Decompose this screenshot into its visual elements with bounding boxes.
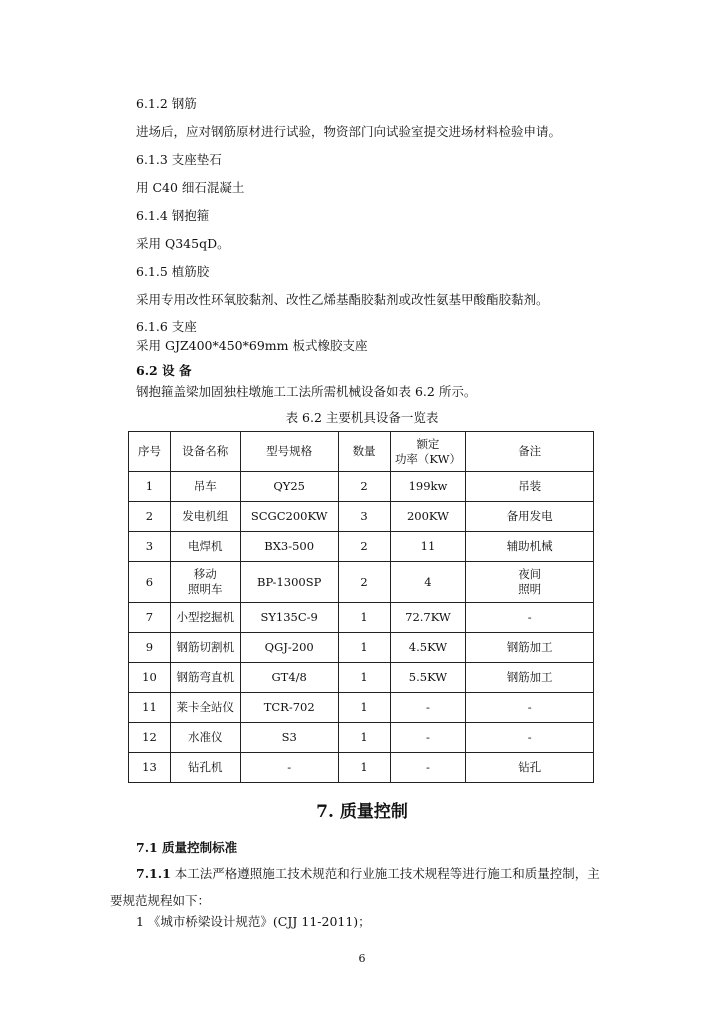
cell-power: 72.7KW xyxy=(390,603,466,633)
cell-no: 7 xyxy=(129,603,171,633)
cell-name: 钢筋切割机 xyxy=(170,633,240,663)
cell-no: 10 xyxy=(129,663,171,693)
cell-power: 199kw xyxy=(390,472,466,502)
cell-model: QGJ-200 xyxy=(240,633,338,663)
cell-name-line1: 移动 xyxy=(193,567,217,581)
section-6-1-2-text: 进场后，应对钢筋原材进行试验，物资部门向试验室提交进场材料检验申请。 xyxy=(136,124,562,139)
header-no: 序号 xyxy=(129,432,171,472)
cell-no: 11 xyxy=(129,693,171,723)
cell-name: 电焊机 xyxy=(170,532,240,562)
cell-note: 辅助机械 xyxy=(466,532,594,562)
section-6-1-6-text: 采用 GJZ400*450*69mm 板式橡胶支座 xyxy=(136,338,368,353)
cell-no: 9 xyxy=(129,633,171,663)
section-6-1-2-title: 6.1.2 钢筋 xyxy=(136,96,197,111)
cell-note: - xyxy=(466,723,594,753)
cell-name-line2: 照明车 xyxy=(188,582,223,596)
cell-no: 2 xyxy=(129,502,171,532)
cell-name: 小型挖掘机 xyxy=(170,603,240,633)
cell-qty: 1 xyxy=(338,663,390,693)
cell-power: - xyxy=(390,723,466,753)
cell-name xyxy=(170,562,240,603)
cell-power: 200KW xyxy=(390,502,466,532)
cell-name: 吊车 xyxy=(170,472,240,502)
cell-qty: 1 xyxy=(338,603,390,633)
section-7-1-1-line2: 要规范规程如下： xyxy=(110,893,211,908)
equipment-table xyxy=(128,431,594,783)
table-row xyxy=(129,532,594,562)
cell-no: 1 xyxy=(129,472,171,502)
cell-note: 钢筋加工 xyxy=(466,663,594,693)
table-row xyxy=(129,603,594,633)
cell-qty: 2 xyxy=(338,562,390,603)
section-6-1-3-text: 用 C40 细石混凝土 xyxy=(136,180,245,195)
header-model: 型号规格 xyxy=(240,432,338,472)
cell-model: BX3-500 xyxy=(240,532,338,562)
header-name: 设备名称 xyxy=(170,432,240,472)
cell-power: - xyxy=(390,693,466,723)
table-row xyxy=(129,562,594,603)
table-row xyxy=(129,663,594,693)
cell-qty: 1 xyxy=(338,633,390,663)
table-row xyxy=(129,472,594,502)
cell-power: 11 xyxy=(390,532,466,562)
cell-note: 钢筋加工 xyxy=(466,633,594,663)
cell-note: - xyxy=(466,603,594,633)
section-6-1-3-title: 6.1.3 支座垫石 xyxy=(136,152,222,167)
cell-qty: 1 xyxy=(338,753,390,783)
table-caption: 表 6.2 主要机具设备一览表 xyxy=(285,410,439,425)
cell-power: 5.5KW xyxy=(390,663,466,693)
cell-model: GT4/8 xyxy=(240,663,338,693)
table-row xyxy=(129,753,594,783)
cell-no: 3 xyxy=(129,532,171,562)
cell-model: BP-1300SP xyxy=(240,562,338,603)
section-7-1-1-number: 7.1.1 xyxy=(136,866,171,881)
cell-note: 吊装 xyxy=(466,472,594,502)
norm-list-item: 1 《城市桥梁设计规范》(CJJ 11-2011)； xyxy=(136,914,371,929)
section-6-1-5-text: 采用专用改性环氧胶黏剂、改性乙烯基酯胶黏剂或改性氨基甲酸酯胶黏剂。 xyxy=(136,292,549,307)
cell-qty: 1 xyxy=(338,693,390,723)
cell-qty: 2 xyxy=(338,532,390,562)
cell-no: 6 xyxy=(129,562,171,603)
section-6-2-text: 钢抱箍盖梁加固独柱墩施工工法所需机械设备如表 6.2 所示。 xyxy=(136,384,477,399)
header-qty: 数量 xyxy=(338,432,390,472)
table-header-row xyxy=(129,432,594,472)
cell-model: TCR-702 xyxy=(240,693,338,723)
section-7-1-1-text: 本工法严格遵照施工技术规范和行业施工技术规程等进行施工和质量控制，主 xyxy=(174,866,600,881)
cell-power: - xyxy=(390,753,466,783)
cell-name: 莱卡全站仪 xyxy=(170,693,240,723)
cell-note: 钻孔 xyxy=(466,753,594,783)
cell-power: 4 xyxy=(390,562,466,603)
page-number: 6 xyxy=(358,952,366,965)
section-6-2-title: 6.2 设 备 xyxy=(136,363,192,378)
cell-model: S3 xyxy=(240,723,338,753)
cell-name: 水准仪 xyxy=(170,723,240,753)
cell-model: - xyxy=(240,753,338,783)
cell-qty: 2 xyxy=(338,472,390,502)
header-power-line2: 功率（KW） xyxy=(394,451,461,466)
cell-note xyxy=(466,562,594,603)
section-6-1-4-text: 采用 Q345qD。 xyxy=(136,236,230,251)
table-row xyxy=(129,693,594,723)
cell-name: 钢筋弯直机 xyxy=(170,663,240,693)
cell-no: 12 xyxy=(129,723,171,753)
cell-power: 4.5KW xyxy=(390,633,466,663)
cell-model: QY25 xyxy=(240,472,338,502)
cell-no: 13 xyxy=(129,753,171,783)
cell-note-line1: 夜间 xyxy=(518,567,542,581)
cell-note: 备用发电 xyxy=(466,502,594,532)
header-note: 备注 xyxy=(466,432,594,472)
cell-qty: 3 xyxy=(338,502,390,532)
cell-name: 钻孔机 xyxy=(170,753,240,783)
cell-qty: 1 xyxy=(338,723,390,753)
section-6-1-6-title: 6.1.6 支座 xyxy=(136,319,197,334)
cell-name: 发电机组 xyxy=(170,502,240,532)
section-7-1-title: 7.1 质量控制标准 xyxy=(136,840,238,855)
cell-model: SY135C-9 xyxy=(240,603,338,633)
chapter-7-title: 7. 质量控制 xyxy=(316,802,408,822)
cell-note-line2: 照明 xyxy=(518,582,542,596)
section-7-1-1-line1 xyxy=(136,866,600,882)
table-row xyxy=(129,723,594,753)
cell-note: - xyxy=(466,693,594,723)
section-6-1-5-title: 6.1.5 植筋胶 xyxy=(136,264,210,279)
table-row xyxy=(129,633,594,663)
header-power-line1: 额定 xyxy=(416,436,440,451)
header-power xyxy=(390,432,466,472)
table-row xyxy=(129,502,594,532)
section-6-1-4-title: 6.1.4 钢抱箍 xyxy=(136,208,210,223)
cell-model: SCGC200KW xyxy=(240,502,338,532)
